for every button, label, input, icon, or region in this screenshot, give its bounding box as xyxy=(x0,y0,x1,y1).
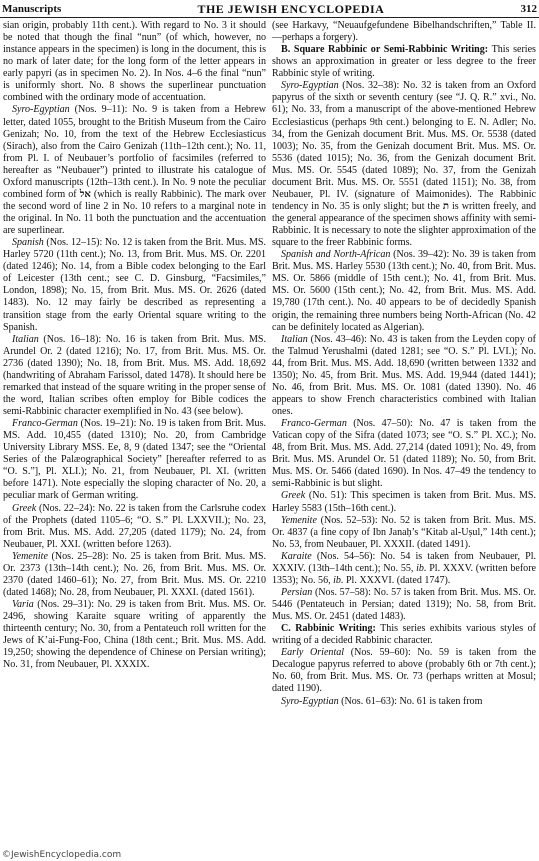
paragraph xyxy=(272,418,536,490)
paragraph xyxy=(3,551,266,599)
paragraph-text: Pl. XXXV. (written before 1353); No. 56, xyxy=(272,562,537,586)
header-rule xyxy=(0,17,539,18)
paragraph-text: (Nos. 12–15): No. 12 is taken from the Brit. Mus. MS. Harley 5720 (11th cent.); No. 13, from Brit. Mus. MS. Or. 2201 (dated 1246); No. 14, from a Bible codex belonging to the Earl of Leicester (13th cent.; see C. D. Ginsburg, “Facsimiles,” London, 1898); No. 15, from Brit. Mus. MS. Or. 2626 (dated 1483). No. 12 may fairly be described as representing a transition stage from the early Oriental square writing to the Spanish. xyxy=(3,237,266,333)
paragraph-text: sian origin, probably 11th cent.). With regard to No. 3 it should be noted that though the final “nun” (of which, however, no instance appears in the specimen) is long in the document, this is no mark of later date; for the long form of the letter appears in early papyri (as in specimen No. 2). In Nos. 4–6 the final “nun” is uniformly short. No. 8 shows the superlinear punctuation combined with the ordinary mode of accentuation. xyxy=(3,20,266,104)
paragraph xyxy=(272,490,536,514)
paragraph-text: This series shows an approximation in greater or less degree to the freer Rabbinic style of writing. xyxy=(272,44,536,80)
paragraph-text: (see Harkavy, “Neuaufgefundene Bibelhandschriften,” Table II.—perhaps a forgery). xyxy=(272,20,536,44)
paragraph-text: (Nos. 25–28): No. 25 is taken from Brit. Mus. MS. Or. 2373 (13th–14th cent.); No. 26, from Brit. Mus. MS. Or. 2370 (dated 1460–61); No. 27, from Brit. Mus. MS. Or. 2210 (dated 1468); No. 28, from Neubauer, Pl. XXXI. (dated 1561). xyxy=(3,550,266,598)
paragraph-text: (Nos. 52–53): No. 52 is taken from Brit. Mus. MS. Or. 4837 (a fine copy of Ibn Janaḥ’s “Kitab al-Uṣul,” 14th cent.); No. 53, from Neubauer, Pl. XXXII. (dated 1491). xyxy=(272,514,536,550)
paragraph-text: (Nos. 59–60): No. 59 is taken from the Decalogue papyrus referred to above (probably 6th or 7th cent.); No. 60, from Brit. Mus. MS. Or. 73 (perhaps written at Mosul; dated 1190). xyxy=(272,647,536,695)
ibid-abbrev: ib. xyxy=(333,574,344,586)
paragraph-text: (Nos. 54–56): No. 54 is taken from Neubauer, Pl. XXXIV. (13th–14th cent.); No. 55, xyxy=(272,550,536,574)
paragraph-text: (Nos. 47–50): No. 47 is taken from the Vatican copy of the Sifra (dated 1073; see “O. S.” Pl. XC.); No. 48, from Brit. Mus. MS. Add. 27,214 (dated 1091); No. 49, from Brit. Mus. MS. Arundel Or. 51 (dated 1189); No. 50, from Brit. Mus. MS. Or. 5466 (dated 1690). In Nos. 47–49 the tendency to semi-Rabbinic is but slight. xyxy=(272,418,536,490)
region-heading: Varia xyxy=(12,599,34,610)
footer xyxy=(2,850,121,860)
paragraph-text: (No. 51): This specimen is taken from Brit. Mus. MS. Harley 5583 (15th–16th cent.). xyxy=(272,490,536,514)
region-heading: Greek xyxy=(12,502,37,514)
paragraph-text: (Nos. 9–11): No. 9 is taken from a Hebrew letter, dated 1055, brought to the British Museum from the Cairo Genizah; No. 10, from the text of the Hebrew Ecclesiasticus (Sirach), also from the Cairo Genizah (11th–12th cent.); No. 11, from Pl. I. of Neubauer’s portfolio of facsimiles (referred to hereafter as “Neubauer”) printed to illustrate his catalogue of Oxford manuscripts (12th–13th cent.). In No. 9 note the peculiar combined form of xyxy=(3,104,266,200)
paragraph xyxy=(3,104,266,237)
paragraph xyxy=(272,334,536,418)
region-heading: Yemenite xyxy=(281,514,317,526)
section-name: Manuscripts xyxy=(2,3,62,15)
hebrew-letters: אל xyxy=(79,188,91,200)
paragraph xyxy=(272,249,536,333)
region-heading: Greek xyxy=(281,490,306,502)
region-heading: Italian xyxy=(12,333,39,345)
paragraph xyxy=(3,503,266,551)
paragraph-text: (Nos. 22–24): No. 22 is taken from the Carlsruhe codex of the Prophets (dated 1105–6; “O. S.” Pl. LXXVII.); No. 23, from Brit. Mus. MS. Add. 27,205 (dated 1179); No. 24, from Neubauer, Pl. XXI. (written before 1263). xyxy=(3,502,266,550)
region-heading: Franco-German xyxy=(12,418,78,430)
paragraph-text: (Nos. 57–58): No. 57 is taken from Brit. Mus. MS. Or. 5446 (Pentateuch in Persian; dated 1319); No. 58, from Brit. Mus. MS. Or. 2451 (dated 1483). xyxy=(272,586,536,623)
paragraph-text: This series exhibits various styles of writing of a decided Rabbinic character. xyxy=(272,623,536,647)
paragraph-text: is written freely, and the general appearance of the specimen shows affinity with semi-Rabbinic. It is necessary to note the slighter approximation of the square to the freer Rabbinic forms. xyxy=(272,200,536,249)
paragraph-text: (Nos. 29–31): No. 29 is taken from Brit. Mus. MS. Or. 2496, showing Karaite square writing of apparently the thirteenth century; No. 30, from a Pentateuch roll written for the Jews of K’ai-Fung-Foo, China (18th cent.; Brit. Mus. MS. Add. 19,250; showing the dependence of Chinese on Persian writing); No. 31, from Neubauer, Pl. XXXIX. xyxy=(3,599,266,671)
paragraph xyxy=(3,334,266,418)
region-heading: Syro-Egyptian xyxy=(281,695,339,707)
paragraph xyxy=(3,599,266,671)
paragraph xyxy=(272,696,536,708)
region-heading: Early Oriental xyxy=(281,647,345,659)
paragraph-text: Pl. XXXVI. (dated 1747). xyxy=(343,574,451,586)
region-heading: Syro-Egyptian xyxy=(281,80,339,92)
paragraph xyxy=(272,551,536,587)
paragraph xyxy=(272,20,536,44)
paragraph xyxy=(272,587,536,623)
site-name[interactable]: JewishEncyclopedia.com xyxy=(11,850,122,860)
copyright-symbol: © xyxy=(2,850,11,860)
paragraph xyxy=(3,20,266,104)
region-heading: Karaite xyxy=(281,550,312,562)
region-heading: Franco-German xyxy=(281,418,347,430)
series-heading: B. Square Rabbinic or Semi-Rabbinic Writing: xyxy=(281,44,489,56)
hebrew-letters: ת xyxy=(442,200,449,212)
paragraph-text: (which is really Rabbinic). The mark over the second word of line 2 in No. 10 refers to a marginal note in the original. In No. 11 both the punctuation and the accentuation are superlinear. xyxy=(3,188,266,237)
page-number: 312 xyxy=(520,3,537,15)
paragraph xyxy=(272,515,536,551)
region-heading: Spanish and North-African xyxy=(281,249,391,261)
paragraph xyxy=(272,623,536,647)
region-heading: Yemenite xyxy=(12,550,48,562)
paragraph-text: (Nos. 39–42): No. 39 is taken from Brit. Mus. MS. Harley 5530 (13th cent.); No. 40, from Brit. Mus. MS. Or. 5866 (middle of 15th cent.); No. 41, from Brit. Mus. MS. Or. 5600 (15th cent.); No. 42, from Brit. Mus. MS. Add. 19,780 (17th cent.). No. 40 appears to be of decidedly Spanish origin, the remaining three numbers being North-African (No. 42 can be definitely located as Algerian). xyxy=(272,249,536,333)
region-heading: Spanish xyxy=(12,237,44,249)
paragraph-text: (Nos. 19–21): No. 19 is taken from Brit. Mus. MS. Add. 10,455 (dated 1310); No. 20, from Cambridge University Library MSS. Ee, 8, 9 (dated 1347; see the “Oriental Series of the Palæographical Society” [hereafter referred to as “O. S.”], Pl. XLI.); No. 21, from Neubauer, Pl. XI. (written before 1471). Note especially the sloping character of No. 20, a peculiar mark of German writing. xyxy=(3,418,266,502)
paragraph xyxy=(272,80,536,249)
paragraph xyxy=(3,237,266,334)
series-heading: C. Rabbinic Writing: xyxy=(281,623,376,635)
paragraph-text: (Nos. 16–18): No. 16 is taken from Brit. Mus. MS. Arundel Or. 2 (dated 1216); No. 17, from Brit. Mus. MS. Or. 2736 (dated 1390); No. 18, from Brit. Mus. MS. Add. 18,692 (handwriting of Abraham Farissol, dated 1478). It should here be remarked that instead of the square writing in the proper sense of the word, Italian scribes often employ for Bible codices the semi-Rabbinic character exemplified in No. 43 (see below). xyxy=(3,333,266,417)
paragraph xyxy=(3,418,266,502)
left-column xyxy=(3,20,266,671)
paragraph-text: (Nos. 43–46): No. 43 is taken from the Leyden copy of the Talmud Yerushalmi (dated 1281; see “O. S.” Pl. LVI.); No. 44, from Brit. Mus. MS. Add. 18,690 (written between 1332 and 1350); No. 45, from Brit. Mus. MS. Add. 19,944 (dated 1441); No. 46, from Brit. Mus. MS. Or. 1081 (dated 1390). No. 46 appears to show French characteristics combined with Italian ones. xyxy=(272,333,536,417)
publication-title: THE JEWISH ENCYCLOPEDIA xyxy=(197,1,385,16)
paragraph-text: (Nos. 61–63): No. 61 is taken from xyxy=(338,695,483,707)
right-column xyxy=(272,20,536,708)
region-heading: Syro-Egyptian xyxy=(12,104,70,116)
paragraph xyxy=(272,647,536,695)
paragraph xyxy=(272,44,536,80)
ibid-abbrev: ib. xyxy=(416,562,427,574)
region-heading: Persian xyxy=(281,586,313,598)
paragraph-text: (Nos. 32–38): No. 32 is taken from an Oxford papyrus of the sixth or seventh century (see “J. Q. R.” xvi., No. 61); No. 33, from a manuscript of the above-mentioned Hebrew Ecclesiasticus (perhaps 9th cent.) belonging to E. N. Adler; No. 34, from the Genizah document Brit. Mus. MS. Or. 5538 (dated 1003); No. 35, from the Genizah document Brit. Mus. MS. Or. 5536 (dated 1015); No. 36, from the Genizah document Brit. Mus. MS. Or. 5545 (dated 1089); No. 37, from the Genizah document Brit. Mus. MS. Or. 5551 (dated 1151); No. 38, from Neubauer, Pl. IV. (signature of Maimonides). The Rabbinic tendency in No. 35 is only slight; but the xyxy=(272,80,536,212)
page-header xyxy=(0,0,539,18)
region-heading: Italian xyxy=(281,333,308,345)
